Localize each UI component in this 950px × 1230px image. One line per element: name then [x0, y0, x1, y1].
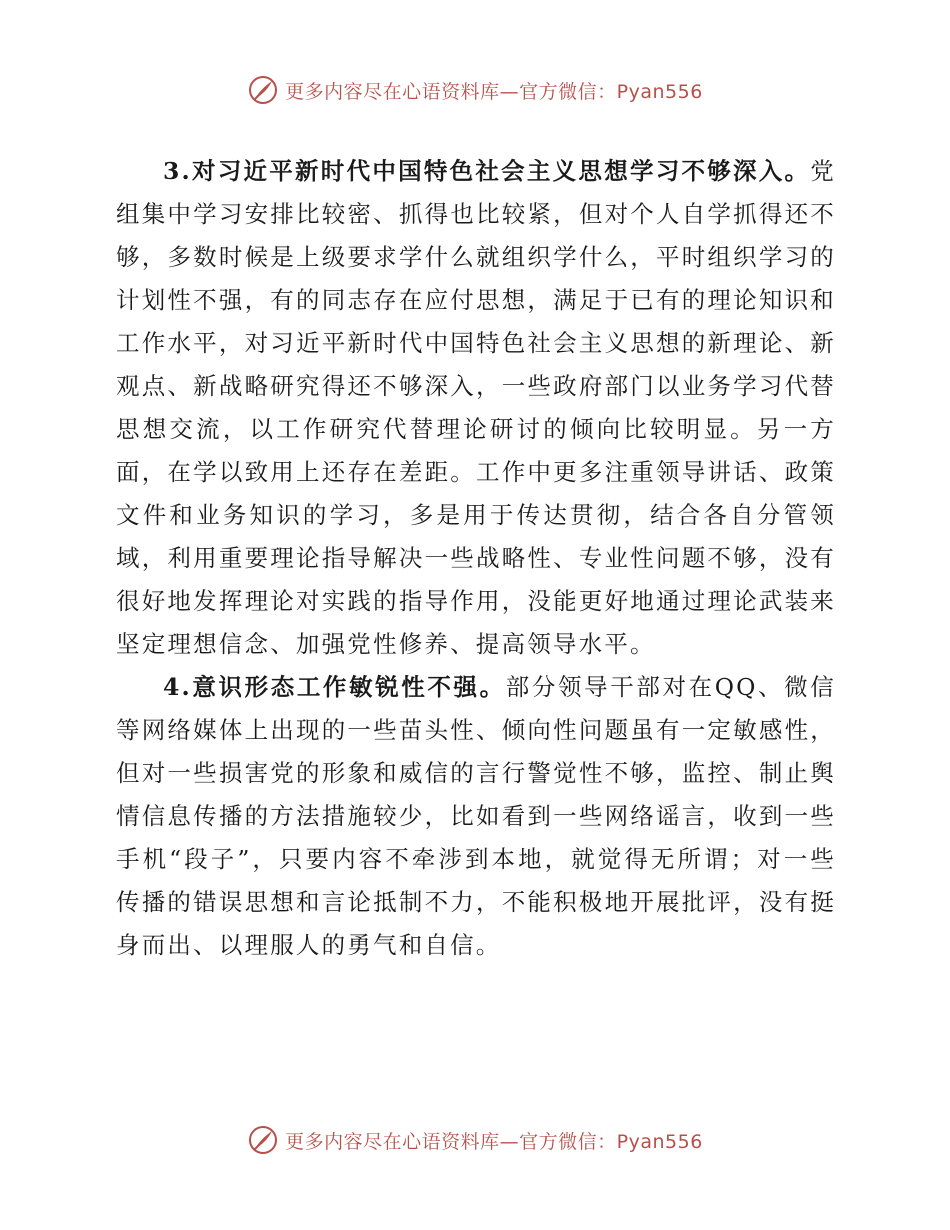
quill-pen-icon — [247, 1124, 279, 1156]
paragraph-body: 党组集中学习安排比较密、抓得也比较紧，但对个人自学抓得还不够，多数时候是上级要求学什么就组织学什么，平时组织学习的计划性不强，有的同志存在应付思想，满足于已有的理论知识和工作水平，对习近平新时代中国特色社会主义思想的新理论、新观点、新战略研究得还不够深入，一些政府部门以业务学习代替思想交流，以工作研究代替理论研讨的倾向比较明显。另一方面，在学以致用上还存在差距。工作中更多注重领导讲话、政策文件和业务知识的学习，多是用于传达贯彻，结合各自分管领域，利用重要理论指导解决一些战略性、专业性问题不够，没有很好地发挥理论对实践的指导作用，没能更好地通过理论武装来坚定理想信念、加强党性修养、提高领导水平。 — [116, 157, 836, 658]
header-watermark — [0, 70, 950, 110]
footer-watermark — [0, 1120, 950, 1160]
paragraph-body: 部分领导干部对在QQ、微信等网络媒体上出现的一些苗头性、倾向性问题虽有一定敏感性，但对一些损害党的形象和威信的言行警觉性不够，监控、制止舆情信息传播的方法措施较少，比如看到一些网络谣言，收到一些手机“段子”，只要内容不牵涉到本地，就觉得无所谓；对一些传播的错误思想和言论抵制不力，不能积极地开展批评，没有挺身而出、以理服人的勇气和自信。 — [116, 673, 836, 959]
paragraph-4 — [116, 666, 836, 967]
watermark-text: 更多内容尽在心语资料库—官方微信：Pyan556 — [285, 80, 703, 103]
paragraph-heading: 3.对习近平新时代中国特色社会主义思想学习不够深入。 — [163, 157, 811, 185]
watermark-text: 更多内容尽在心语资料库—官方微信：Pyan556 — [285, 1130, 703, 1153]
quill-pen-icon — [247, 74, 279, 106]
paragraph-3 — [116, 150, 836, 666]
document-body — [116, 150, 836, 967]
paragraph-heading: 4.意识形态工作敏锐性不强。 — [163, 673, 506, 701]
